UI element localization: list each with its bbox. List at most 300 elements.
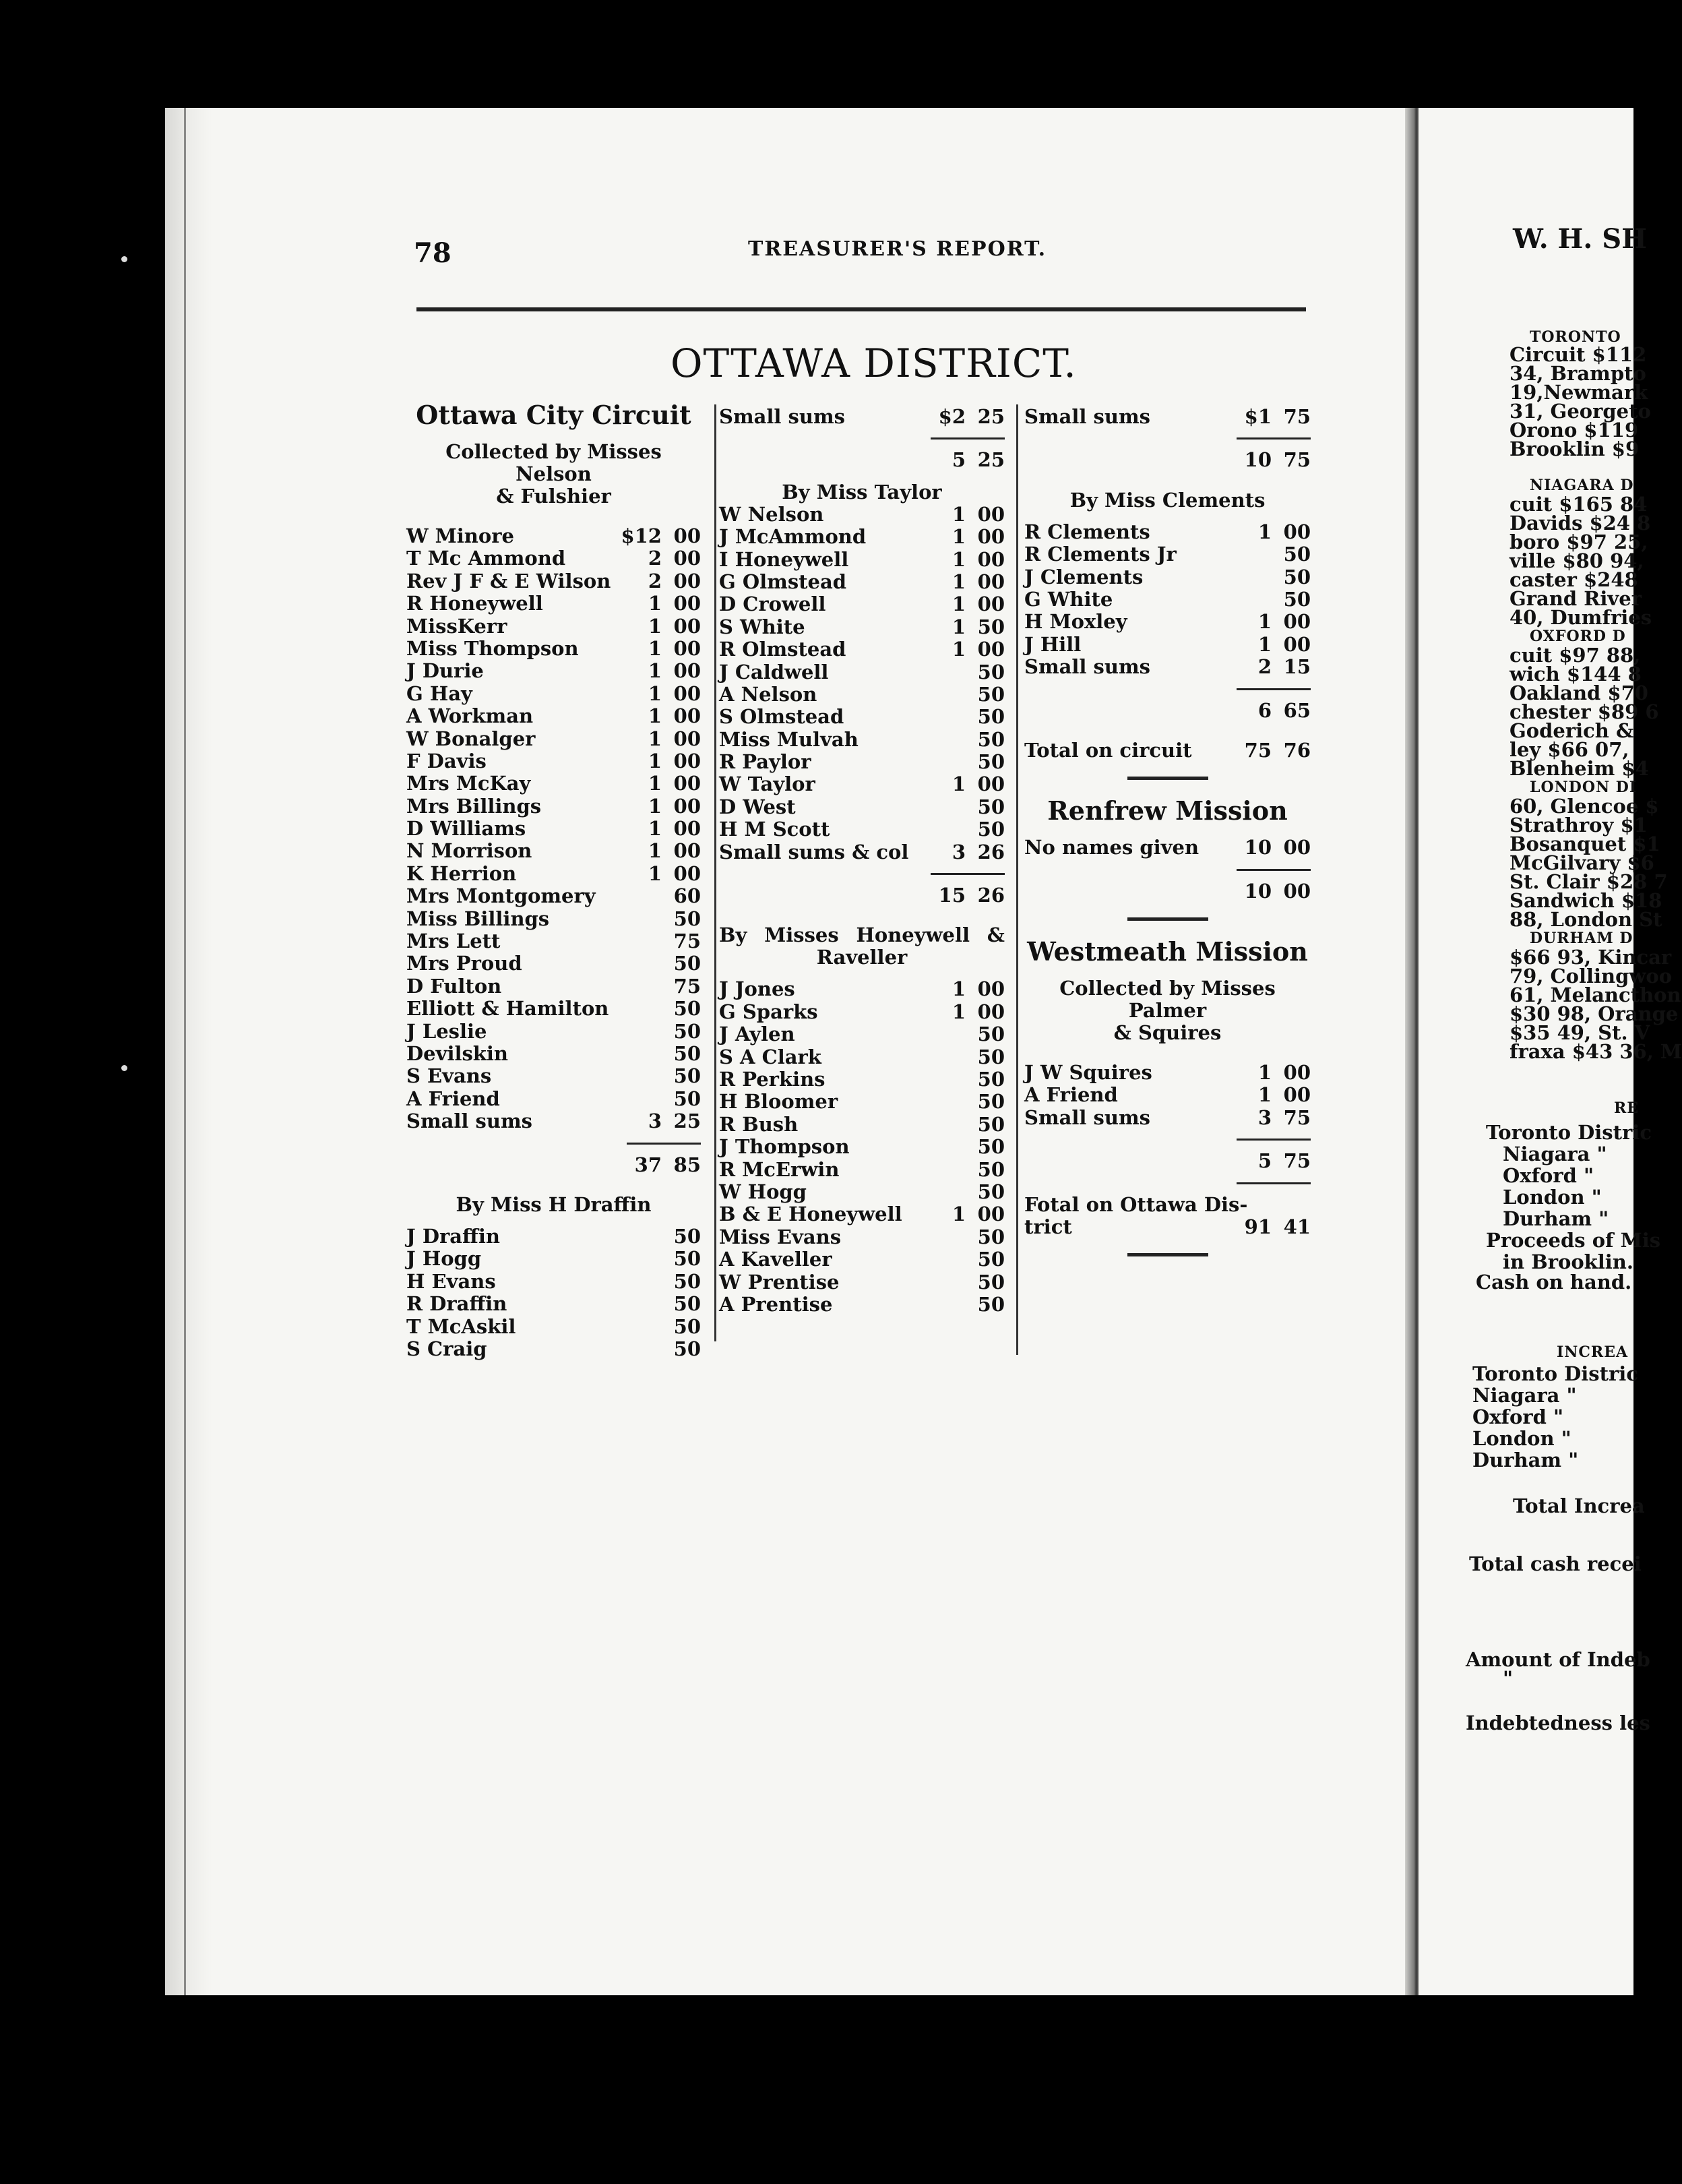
sum-rule	[931, 873, 1005, 875]
entry-cents: 65	[1283, 698, 1311, 722]
entry-cents: 75	[673, 930, 701, 953]
header-rule	[416, 307, 1306, 311]
entry-dollars: 1	[1257, 520, 1272, 543]
entry-name: J Jones	[719, 977, 795, 1001]
entry-name: J Caldwell	[719, 660, 829, 684]
entry-dollars: $1	[1244, 405, 1272, 428]
entry-name: Small sums	[719, 405, 845, 428]
column-rule	[1016, 404, 1018, 1355]
right-page-line: Strathroy $1	[1509, 814, 1648, 837]
donor-row	[406, 908, 701, 930]
entry-cents: 00	[673, 636, 701, 660]
entry-name: H Moxley	[1024, 610, 1127, 634]
clements-renfrew-westmeath-column	[1024, 406, 1311, 1271]
donor-row	[1024, 588, 1311, 611]
entry-name: W Prentise	[719, 1270, 840, 1294]
entry-cents: 50	[977, 1067, 1005, 1091]
entry-cents: 00	[673, 524, 701, 547]
entry-name: Miss Thompson	[406, 636, 579, 660]
donor-row	[1024, 1084, 1311, 1106]
entry-name: Miss Evans	[719, 1225, 842, 1248]
entry-dollars: 2	[648, 547, 662, 570]
entry-cents: 50	[673, 1224, 701, 1248]
entry-name: D Crowell	[719, 593, 826, 616]
donor-row	[719, 593, 1005, 615]
donor-row	[719, 1114, 1005, 1136]
subsection-title: Raveller	[816, 946, 908, 969]
donor-row	[719, 818, 1005, 841]
subsection-title: By Misses Honeywell &	[719, 923, 1005, 947]
entry-dollars: 1	[952, 502, 966, 526]
entry-name: J Aylen	[719, 1023, 795, 1046]
entry-cents: 60	[673, 884, 701, 908]
dust-speck	[121, 1065, 127, 1071]
subtotal-row	[1024, 449, 1311, 471]
entry-dollars: 1	[648, 681, 662, 705]
entry-cents: 50	[977, 1248, 1005, 1271]
entry-name: K Herrion	[406, 861, 517, 885]
donor-row	[406, 570, 701, 593]
entry-cents: 50	[977, 727, 1005, 751]
sum-rule	[931, 437, 1005, 439]
right-page-line: cuit $97 88,	[1509, 644, 1641, 667]
entry-cents: 50	[977, 1270, 1005, 1294]
right-page-line: Cash on hand.	[1476, 1271, 1632, 1294]
caption-line: & Fulshier	[496, 485, 611, 508]
entry-name: A Nelson	[719, 682, 817, 706]
entry-name: J Durie	[406, 659, 484, 683]
donor-row	[1024, 406, 1311, 428]
entry-dollars: 2	[1257, 655, 1272, 679]
entry-cents: 50	[977, 1135, 1005, 1159]
entry-cents: 00	[673, 592, 701, 615]
donor-row	[406, 1110, 701, 1132]
right-page-line: Total cash recei	[1469, 1552, 1642, 1575]
entry-cents: 50	[977, 660, 1005, 684]
entry-dollars: 37	[634, 1153, 662, 1176]
donor-row	[719, 1023, 1005, 1045]
right-page-line: Oxford "	[1503, 1164, 1594, 1187]
right-page-line: RE	[1614, 1099, 1640, 1117]
donor-row	[719, 1001, 1005, 1023]
entry-name: Mrs Montgomery	[406, 884, 596, 908]
entry-name: A Prentise	[719, 1292, 833, 1316]
entry-dollars: 1	[648, 817, 662, 841]
donor-row	[406, 885, 701, 907]
donor-row	[406, 863, 701, 885]
entry-name: J Hill	[1024, 632, 1082, 656]
section-title: Westmeath Mission	[1027, 936, 1308, 967]
donor-row	[406, 998, 701, 1020]
entry-name: H Bloomer	[719, 1090, 838, 1114]
donor-row	[1024, 611, 1311, 633]
donor-row	[406, 547, 701, 570]
donor-row	[719, 661, 1005, 684]
donor-row	[719, 549, 1005, 571]
entry-dollars: 1	[1257, 632, 1272, 656]
right-page-line: London "	[1503, 1186, 1602, 1209]
entry-name: G White	[1024, 587, 1113, 611]
entry-cents: 50	[1283, 543, 1311, 566]
entry-dollars: 1	[648, 727, 662, 750]
entry-dollars: 1	[952, 593, 966, 616]
donor-row	[719, 1159, 1005, 1181]
entry-name: W Taylor	[719, 772, 815, 796]
entry-cents: 00	[1283, 1061, 1311, 1085]
donor-row	[719, 1226, 1005, 1248]
entry-dollars: 1	[648, 861, 662, 885]
entry-name: J Hogg	[406, 1247, 482, 1271]
right-page-line: Niagara "	[1472, 1384, 1577, 1407]
donor-list	[1024, 521, 1311, 679]
donor-row	[1024, 543, 1311, 566]
right-page-line: Orono $119	[1509, 419, 1639, 442]
entry-cents: 00	[977, 977, 1005, 1001]
donor-row	[406, 795, 701, 818]
right-page-line: Circuit $112	[1509, 343, 1647, 366]
sum-rule	[1237, 437, 1311, 439]
right-page-line: 60, Glencoe $	[1509, 795, 1659, 818]
donor-list	[406, 1225, 701, 1360]
donor-row	[719, 1068, 1005, 1091]
entry-name: B & E Honeywell	[719, 1203, 902, 1226]
entry-cents: 85	[673, 1153, 701, 1176]
entry-dollars: 10	[1244, 448, 1272, 472]
entry-dollars: 1	[648, 794, 662, 818]
entry-dollars: 5	[1257, 1149, 1272, 1173]
right-page-line: in Brooklin.	[1503, 1250, 1633, 1273]
entry-name: S Olmstead	[719, 705, 844, 729]
entry-name: R Honeywell	[406, 592, 543, 615]
donor-row	[406, 772, 701, 795]
entry-name: Small sums	[1024, 1105, 1150, 1129]
entry-dollars: 1	[648, 592, 662, 615]
entry-cents: 50	[673, 952, 701, 975]
right-page-line: 61, Melancthon	[1509, 983, 1681, 1006]
entry-cents: 00	[1283, 610, 1311, 634]
entry-cents: 00	[673, 569, 701, 593]
entry-cents: 25	[673, 1110, 701, 1133]
entry-cents: 50	[977, 750, 1005, 774]
entry-name: Miss Mulvah	[719, 727, 859, 751]
donor-list	[406, 525, 701, 1133]
entry-name: R Clements Jr	[1024, 543, 1177, 566]
ottawa-city-circuit-column	[406, 399, 701, 1360]
donor-row	[406, 1316, 701, 1338]
entry-cents: 50	[977, 1090, 1005, 1114]
entry-cents: 50	[673, 1087, 701, 1110]
entry-cents: 75	[673, 974, 701, 998]
entry-cents: 75	[1283, 448, 1311, 472]
donor-row	[406, 818, 701, 840]
right-page-line: "	[1503, 1667, 1514, 1690]
entry-cents: 50	[977, 615, 1005, 638]
donor-row	[406, 1088, 701, 1110]
entry-cents: 00	[977, 525, 1005, 549]
entry-dollars: 3	[1257, 1105, 1272, 1129]
right-page-line: 31, Georgeto	[1509, 400, 1651, 423]
entry-dollars: 1	[952, 525, 966, 549]
donor-row	[719, 729, 1005, 751]
entry-cents: 50	[1283, 565, 1311, 588]
donor-row	[719, 1136, 1005, 1158]
entry-name: D Fulton	[406, 974, 502, 998]
entry-name: A Kaveller	[719, 1248, 832, 1271]
entry-cents: 00	[673, 861, 701, 885]
right-page-line: boro $97 25,	[1509, 530, 1648, 553]
entry-name: R Bush	[719, 1112, 799, 1136]
entry-name: S A Clark	[719, 1045, 821, 1068]
donor-list	[719, 504, 1005, 863]
caption-line: Collected by Misses Nelson	[445, 440, 662, 485]
entry-name: R Clements	[1024, 520, 1150, 543]
donor-row	[719, 706, 1005, 728]
donor-row	[719, 773, 1005, 795]
right-page-line: wich $144 8	[1509, 663, 1642, 686]
entry-cents: 50	[673, 1337, 701, 1360]
entry-cents: 00	[977, 772, 1005, 796]
entry-cents: 50	[673, 997, 701, 1021]
entry-name: G Hay	[406, 681, 472, 705]
right-page-line: chester $89 6	[1509, 700, 1659, 723]
entry-dollars: 1	[952, 638, 966, 661]
entry-name: D Williams	[406, 817, 526, 841]
caption-line: & Squires	[1113, 1021, 1222, 1045]
donor-row	[719, 526, 1005, 548]
running-title: TREASURER'S REPORT.	[748, 237, 1047, 261]
entry-dollars: 1	[952, 570, 966, 593]
donor-row	[1024, 566, 1311, 588]
entry-cents: 50	[673, 1269, 701, 1293]
section-divider	[1127, 917, 1208, 921]
district-heading: OTTAWA DISTRICT.	[671, 340, 1077, 386]
donor-row	[719, 1203, 1005, 1225]
donor-row	[719, 1091, 1005, 1113]
entry-cents: 00	[673, 794, 701, 818]
entry-dollars: 1	[952, 1203, 966, 1226]
entry-name: Devilskin	[406, 1041, 509, 1065]
right-page-line: St. Clair $28 7	[1509, 870, 1668, 893]
donor-row	[406, 705, 701, 727]
entry-dollars: 1	[1257, 1061, 1272, 1085]
entry-name: Small sums	[1024, 405, 1150, 428]
donor-row	[406, 1043, 701, 1065]
donor-row	[1024, 837, 1311, 859]
entry-cents: 50	[673, 1292, 701, 1316]
entry-name: R Draffin	[406, 1292, 507, 1316]
donor-row	[406, 1271, 701, 1293]
entry-cents: 50	[673, 1041, 701, 1065]
entry-dollars: 2	[648, 569, 662, 593]
right-page-line: Goderich &	[1509, 719, 1634, 742]
entry-cents: 00	[1283, 520, 1311, 543]
right-page-line: Durham "	[1472, 1449, 1579, 1472]
entry-dollars: 1	[952, 547, 966, 571]
entry-cents: 00	[673, 772, 701, 795]
entry-dollars: 10	[1244, 879, 1272, 903]
right-page-line: 40, Dumfries	[1509, 606, 1652, 629]
entry-cents: 50	[977, 818, 1005, 841]
sum-rule	[1237, 688, 1311, 690]
donor-row	[406, 1248, 701, 1270]
page-edge-line	[184, 108, 186, 1995]
entry-cents: 00	[1283, 1083, 1311, 1107]
donor-row	[406, 1065, 701, 1087]
district-total-row: trict 91 41	[1024, 1215, 1311, 1239]
page-gutter	[165, 108, 212, 1995]
entry-name: MissKerr	[406, 614, 507, 638]
entry-name: W Minore	[406, 524, 514, 547]
entry-name: Mrs McKay	[406, 772, 531, 795]
entry-dollars: 1	[1257, 610, 1272, 634]
entry-cents: 75	[1283, 1105, 1311, 1129]
entry-cents: 50	[673, 1064, 701, 1088]
entry-cents: 25	[977, 405, 1005, 428]
right-page-line: OXFORD D	[1530, 628, 1626, 645]
donor-row	[406, 952, 701, 975]
donor-row	[719, 1294, 1005, 1316]
entry-cents: 50	[673, 907, 701, 930]
entry-name: A Friend	[406, 1087, 500, 1110]
donor-row	[406, 638, 701, 660]
entry-cents: 26	[977, 840, 1005, 863]
entry-cents: 00	[673, 817, 701, 841]
entry-cents: 00	[977, 570, 1005, 593]
section-divider	[1127, 1253, 1208, 1256]
entry-name: D West	[719, 795, 796, 818]
right-page-line: Bosanquet $1	[1509, 832, 1660, 855]
right-page-line: Brooklin $9	[1509, 437, 1640, 460]
donor-row	[1024, 521, 1311, 543]
entry-cents: 00	[673, 839, 701, 863]
sum-rule	[627, 1143, 701, 1145]
right-page-line: Grand River	[1509, 587, 1642, 610]
entry-dollars: 6	[1257, 698, 1272, 722]
section-title: Ottawa City Circuit	[416, 400, 691, 430]
entry-name: S White	[719, 615, 805, 638]
section-divider	[1127, 777, 1208, 780]
donor-row	[406, 1293, 701, 1315]
entry-cents: 26	[977, 884, 1005, 907]
right-page-line: Total Increa	[1513, 1494, 1645, 1517]
entry-dollars: 3	[952, 840, 966, 863]
entry-name: Small sums & col	[719, 840, 909, 863]
entry-name: H Evans	[406, 1269, 496, 1293]
column-rule	[714, 404, 716, 1341]
entry-cents: 00	[977, 1203, 1005, 1226]
entry-cents: 00	[673, 659, 701, 683]
right-page-line: Durham "	[1503, 1207, 1609, 1230]
entry-name: J Thompson	[719, 1135, 850, 1159]
sum-rule	[1237, 1182, 1311, 1184]
entry-name: Mrs Proud	[406, 952, 522, 975]
circuit-total-row	[1024, 739, 1311, 762]
entry-cents: 00	[977, 547, 1005, 571]
donor-row	[719, 841, 1005, 863]
donor-row	[719, 406, 1005, 428]
entry-cents: 00	[673, 681, 701, 705]
taylor-honeywell-column	[719, 406, 1005, 1316]
entry-cents: 25	[977, 448, 1005, 472]
entry-name: I Honeywell	[719, 547, 849, 571]
sum-rule	[1237, 869, 1311, 871]
entry-name: F Davis	[406, 749, 487, 772]
entry-name: W Hogg	[719, 1180, 807, 1203]
donor-row	[406, 1021, 701, 1043]
right-page-line: Davids $24 8	[1509, 512, 1651, 535]
entry-dollars: 1	[952, 772, 966, 796]
entry-cents: 75	[1283, 405, 1311, 428]
right-page-line: $30 98, Orange	[1509, 1002, 1679, 1025]
entry-cents: 50	[977, 1023, 1005, 1046]
right-page-line: caster $248	[1509, 568, 1638, 591]
right-page-line: 88, London St	[1509, 908, 1662, 931]
right-page-line: Proceeds of Mis	[1486, 1229, 1661, 1252]
entry-name: Small sums	[406, 1110, 532, 1133]
sum-rule	[1237, 1139, 1311, 1141]
entry-name: N Morrison	[406, 839, 532, 863]
right-page-line: LONDON DI	[1530, 779, 1638, 796]
entry-dollars: 10	[1244, 836, 1272, 859]
right-page-line: McGilvary $6	[1509, 851, 1654, 874]
entry-name: R Perkins	[719, 1067, 826, 1091]
donor-row	[406, 615, 701, 638]
entry-cents: 76	[1283, 738, 1311, 762]
section-title: Renfrew Mission	[1047, 795, 1288, 826]
entry-cents: 00	[673, 749, 701, 772]
donor-row	[406, 975, 701, 998]
entry-cents: 50	[977, 1112, 1005, 1136]
entry-name: A Friend	[1024, 1083, 1118, 1107]
donor-row	[719, 751, 1005, 773]
entry-dollars: 1	[648, 704, 662, 728]
entry-cents: 00	[673, 704, 701, 728]
entry-name: G Sparks	[719, 1000, 818, 1023]
entry-name: H M Scott	[719, 818, 830, 841]
entry-name: No names given	[1024, 836, 1200, 859]
entry-dollars: 1	[952, 977, 966, 1001]
entry-cents: 00	[977, 593, 1005, 616]
entry-cents: 50	[977, 705, 1005, 729]
donor-list	[719, 978, 1005, 1316]
right-page-line: Niagara "	[1503, 1143, 1607, 1165]
entry-dollars: $2	[938, 405, 966, 428]
donor-row	[719, 616, 1005, 638]
subsection-title: By Miss Clements	[1069, 488, 1266, 512]
subtotal-row	[719, 449, 1005, 471]
entry-dollars: 1	[648, 636, 662, 660]
entry-dollars: 5	[952, 448, 966, 472]
entry-dollars: 1	[648, 839, 662, 863]
donor-row	[719, 1046, 1005, 1068]
subtotal-row	[1024, 880, 1311, 903]
entry-cents: 50	[977, 1180, 1005, 1203]
right-page-line: 79, Collingwoo	[1509, 965, 1673, 988]
entry-name: J Clements	[1024, 565, 1144, 588]
entry-cents: 50	[977, 682, 1005, 706]
donor-row	[719, 978, 1005, 1000]
right-page-line: fraxa $43 36, M	[1509, 1040, 1682, 1063]
right-page-line: Toronto Distric	[1472, 1362, 1638, 1385]
right-page-line: Oakland $70	[1509, 681, 1648, 704]
entry-cents: 50	[977, 1225, 1005, 1248]
right-page-line: DURHAM D	[1530, 930, 1633, 947]
entry-dollars: 1	[648, 659, 662, 683]
subtotal-row	[406, 1154, 701, 1176]
right-page-line: Sandwich $18	[1509, 889, 1662, 912]
entry-cents: 50	[673, 1314, 701, 1338]
entry-dollars: 1	[952, 1000, 966, 1023]
